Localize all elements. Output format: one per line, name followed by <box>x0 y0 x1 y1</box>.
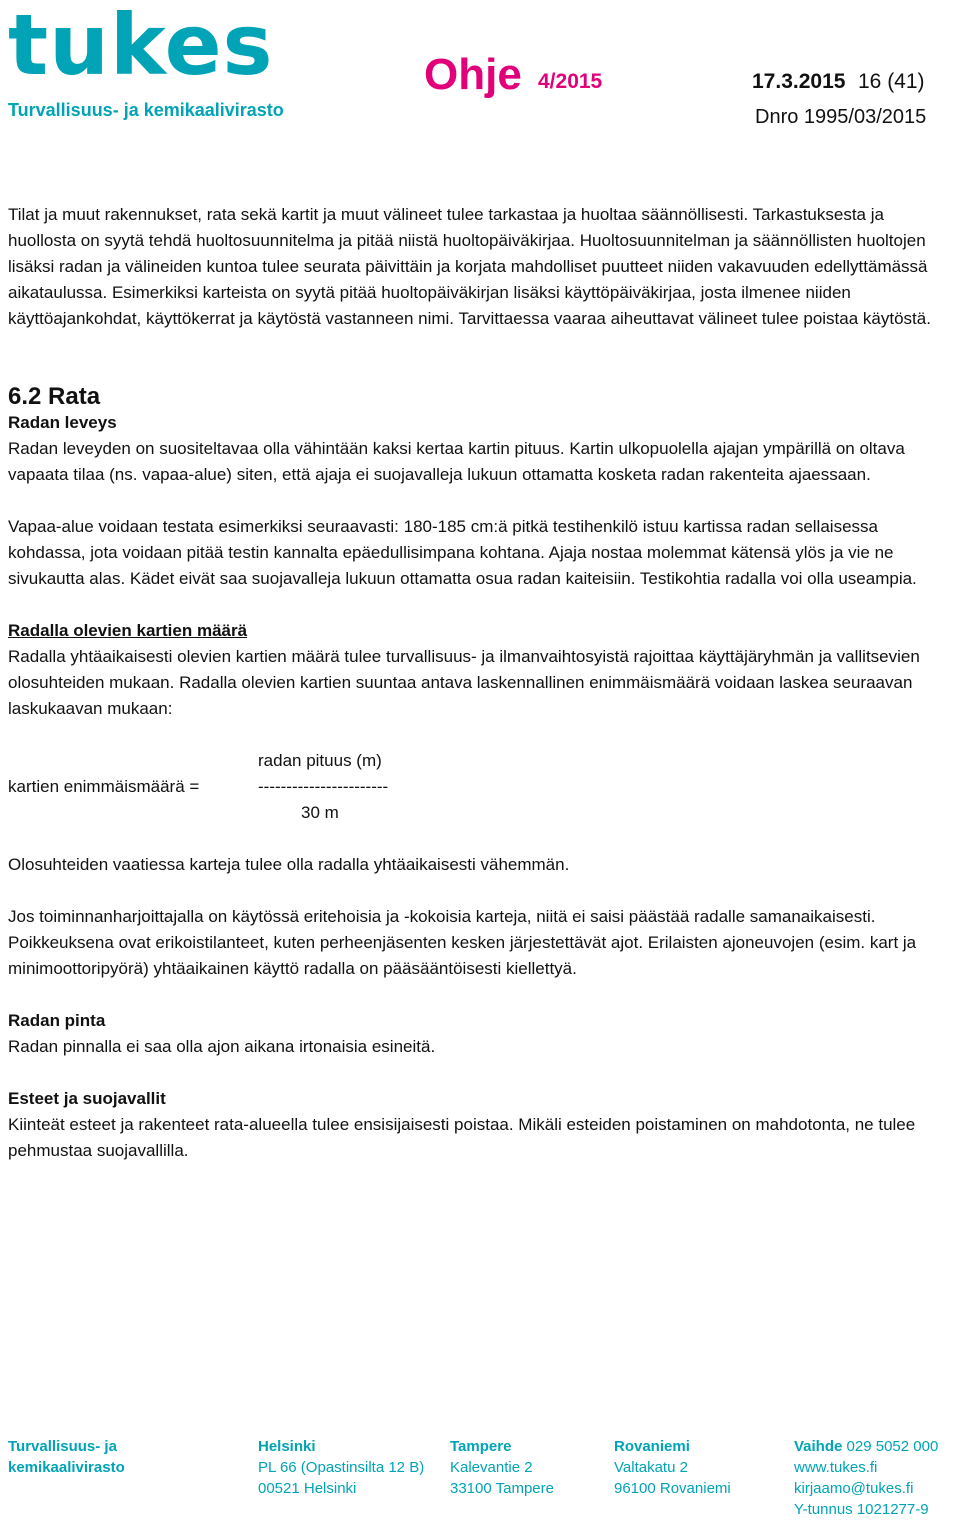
subheading-kartien-maara: Radalla olevien kartien määrä <box>8 621 248 640</box>
footer-tampere-addr1: Kalevantie 2 <box>450 1459 533 1476</box>
document-date: 17.3.2015 <box>752 70 846 93</box>
paragraph-radan-pinta: Radan pinnalla ei saa olla ajon aikana irtonaisia esineitä. <box>8 1037 436 1056</box>
tukes-logo: tukes <box>8 0 274 94</box>
footer-helsinki <box>258 1436 424 1499</box>
footer-rovaniemi-addr2: 96100 Rovaniemi <box>614 1480 731 1497</box>
document-body <box>8 202 956 1164</box>
paragraph-eritehoiset: Jos toiminnanharjoittajalla on käytössä eritehoisia ja -kokoisia karteja, niitä ei saisi päästää radalle samanaikaisesti. Poikkeuksena ovat erikoistilanteet, kuten perheenjäsenten kesken järjestettävät ajot. Erilaisten ajoneuvojen (esim. kart ja minimoottoripyörä) yhtäaikainen käyttö radalla on pääsääntöisesti kiellettyä. <box>8 907 917 978</box>
footer-email-link[interactable]: kirjaamo@tukes.fi <box>794 1480 914 1497</box>
footer-vaihde-label: Vaihde <box>794 1438 843 1455</box>
footer-vaihde-number: 029 5052 000 <box>846 1438 939 1455</box>
formula <box>8 748 956 826</box>
footer-helsinki-title: Helsinki <box>258 1438 316 1455</box>
document-type: Ohje <box>424 50 522 99</box>
document-number: 4/2015 <box>538 70 603 93</box>
section-heading-rata: 6.2 Rata <box>8 383 101 410</box>
page-number: 16 (41) <box>858 70 925 93</box>
paragraph-kartien-maara: Radalla yhtäaikaisesti olevien kartien määrä tulee turvallisuus- ja ilmanvaihtosyistä rajoittaa käyttäjäryhmän ja vallitsevien olosuhteiden mukaan. Radalla olevien kartien suuntaa antava laskennallinen enimmäismäärä voidaan laskea seuraavan laskukaavan mukaan: <box>8 647 920 718</box>
logo-subtitle: Turvallisuus- ja kemikaalivirasto <box>8 100 284 120</box>
formula-label: kartien enimmäismäärä = <box>8 777 200 796</box>
footer-ytunnus: Y-tunnus 1021277-9 <box>794 1501 929 1518</box>
formula-fraction-line: ----------------------- <box>258 777 389 796</box>
paragraph-vapaa-alue: Vapaa-alue voidaan testata esimerkiksi seuraavasti: 180-185 cm:ä pitkä testihenkilö istuu kartissa radan sellaisessa kohdassa, jota voidaan pitää testin kannalta epäedullisimpana kohtana. Ajaja nostaa molemmat kätensä ylös ja vie ne sivukautta alas. Kädet eivät saa suojavalleja lukuun ottamatta osua radan kaiteisiin. Testikohtia radalla voi olla useampia. <box>8 517 917 588</box>
footer-rovaniemi <box>614 1436 731 1499</box>
footer-org <box>8 1436 125 1478</box>
footer-helsinki-addr2: 00521 Helsinki <box>258 1480 357 1497</box>
subheading-radan-leveys: Radan leveys <box>8 413 117 432</box>
paragraph-leveys: Radan leveyden on suositeltavaa olla vähintään kaksi kertaa kartin pituus. Kartin ulkopuolella ajajan ympärillä on oltava vapaata tilaa (ns. vapaa-alue) siten, että ajaja ei suojavalleja lukuun ottamatta kosketa radan rakenteita ajaessaan. <box>8 439 905 484</box>
footer-tampere <box>450 1436 554 1499</box>
paragraph-maintenance: Tilat ja muut rakennukset, rata sekä kartit ja muut välineet tulee tarkastaa ja huoltaa säännöllisesti. Tarkastuksesta ja huollosta on syytä tehdä huoltosuunnitelma ja pitää niistä huoltopäiväkirjaa. Huoltosuunnitelman ja säännöllisten huoltojen lisäksi radan ja välineiden kuntoa tulee seurata päivittäin ja korjata mahdolliset puutteet niiden vakavuuden edellyttämässä aikataulussa. Esimerkiksi karteista on syytä pitää huoltopäiväkirjan lisäksi käyttöpäiväkirjaa, josta ilmenee niiden käyttöajankohdat, käyttökerrat ja käytöstä vastanneen nimi. Tarvittaessa vaaraa aiheuttavat välineet tulee poistaa käytöstä. <box>8 205 931 328</box>
footer-tampere-addr2: 33100 Tampere <box>450 1480 554 1497</box>
paragraph-olosuhteet: Olosuhteiden vaatiessa karteja tulee olla radalla yhtäaikaisesti vähemmän. <box>8 855 570 874</box>
footer-tampere-title: Tampere <box>450 1438 512 1455</box>
subheading-radan-pinta: Radan pinta <box>8 1011 106 1030</box>
subheading-esteet: Esteet ja suojavallit <box>8 1089 166 1108</box>
footer-rovaniemi-title: Rovaniemi <box>614 1438 690 1455</box>
footer-vaihde <box>794 1436 938 1457</box>
formula-denominator: 30 m <box>301 803 339 822</box>
footer-helsinki-addr1: PL 66 (Opastinsilta 12 B) <box>258 1459 425 1476</box>
formula-numerator: radan pituus (m) <box>258 751 382 770</box>
footer-org-line2: kemikaalivirasto <box>8 1459 125 1476</box>
paragraph-esteet: Kiinteät esteet ja rakenteet rata-alueella tulee ensisijaisesti poistaa. Mikäli esteiden poistaminen on mahdotonta, ne tulee pehmustaa suojavallilla. <box>8 1115 916 1160</box>
footer-web-link[interactable]: www.tukes.fi <box>794 1459 878 1476</box>
document-dnro: Dnro 1995/03/2015 <box>755 106 927 128</box>
footer-rovaniemi-addr1: Valtakatu 2 <box>614 1459 688 1476</box>
footer-org-line1: Turvallisuus- ja <box>8 1438 117 1455</box>
footer-contact <box>794 1436 938 1520</box>
